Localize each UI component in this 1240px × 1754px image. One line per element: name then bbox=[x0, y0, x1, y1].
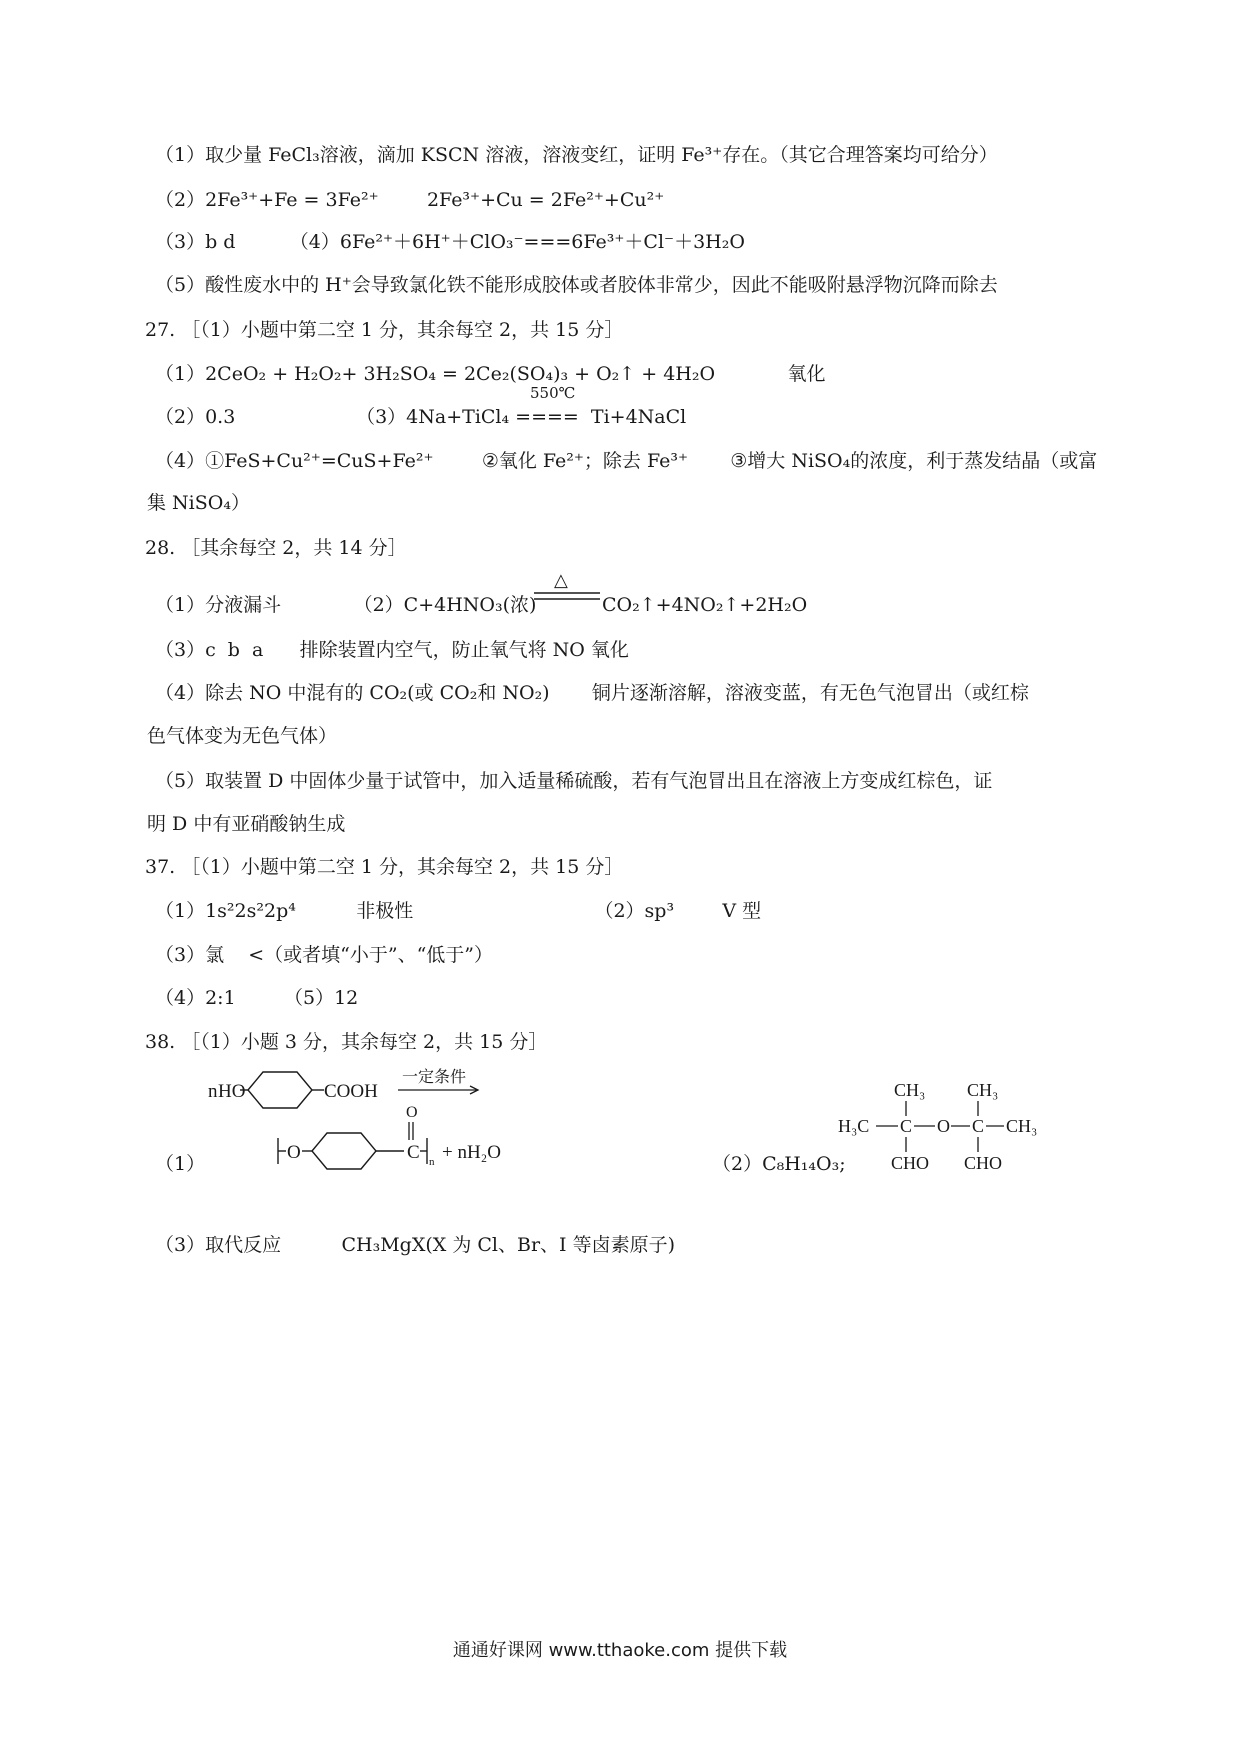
methyl-left: H₃C bbox=[838, 1116, 870, 1136]
equilibrium-arrow bbox=[532, 590, 602, 604]
q26-line-1: （1）取少量 FeCl₃溶液，滴加 KSCN 溶液，溶液变红，证明 Fe³⁺存在。（其它合理答案均可给分） bbox=[155, 144, 998, 166]
q37-line-4: （4）2:1 （5）12 bbox=[155, 987, 359, 1009]
q37-line-1: （1）1s²2s²2p⁴ 非极性 （2）sp³ V 型 bbox=[155, 900, 762, 922]
q26-line-5: （5）酸性废水中的 H⁺会导致氯化铁不能形成胶体或者胶体非常少，因此不能吸附悬浮物沉降而除去 bbox=[155, 274, 998, 296]
q38-part-2-formula: （2）C₈H₁₄O₃; bbox=[712, 1153, 846, 1175]
carbon-right: C bbox=[972, 1116, 985, 1136]
q26-line-2: （2）2Fe³⁺+Fe = 3Fe²⁺ 2Fe³⁺+Cu = 2Fe²⁺+Cu²⁺ bbox=[155, 189, 665, 211]
q38-line-3: （3）取代反应 CH₃MgX(X 为 Cl、Br、I 等卤素原子) bbox=[155, 1234, 675, 1256]
monomer-n: n bbox=[208, 1081, 218, 1102]
q28-header: 28. ［其余每空 2，共 14 分］ bbox=[145, 537, 407, 559]
q37-header: 37. ［（1）小题中第二空 1 分，其余每空 2，共 15 分］ bbox=[145, 856, 624, 878]
q28-line-5b: 明 D 中有亚硝酸钠生成 bbox=[147, 813, 346, 835]
q37-line-3: （3）氯 <（或者填“小于”、“低于”） bbox=[155, 944, 494, 966]
svg-text:O: O bbox=[287, 1142, 301, 1163]
q38-part-1-label: （1） bbox=[155, 1153, 206, 1175]
q28-line-1a: （1）分液漏斗 （2）C+4HNO₃(浓) bbox=[155, 594, 537, 616]
polymerization-equation bbox=[180, 1068, 560, 1198]
q38-header: 38. ［（1）小题 3 分，其余每空 2，共 15 分］ bbox=[145, 1031, 548, 1053]
q28-line-1b: CO₂↑+4NO₂↑+2H₂O bbox=[602, 594, 808, 616]
q28-line-4a: （4）除去 NO 中混有的 CO₂(或 CO₂和 NO₂) 铜片逐渐溶解，溶液变蓝，有无色气泡冒出（或红棕 bbox=[155, 682, 1029, 704]
q27-condition: 550℃ bbox=[530, 384, 576, 402]
carbonyl-c: C bbox=[407, 1142, 420, 1163]
q28-line-3: （3）c b a 排除装置内空气，防止氧气将 NO 氧化 bbox=[155, 639, 629, 661]
q27-line-4a: （4）①FeS+Cu²⁺=CuS+Fe²⁺ ②氧化 Fe²⁺；除去 Fe³⁺ ③增大 NiSO₄的浓度，利于蒸发结晶（或富 bbox=[155, 450, 1098, 472]
aldehyde-right: CHO bbox=[964, 1153, 1003, 1173]
q27-line-2: （2）0.3 （3）4Na+TiCl₄ ==== Ti+4NaCl bbox=[155, 406, 687, 428]
q27-header: 27. ［（1）小题中第二空 1 分，其余每空 2，共 15 分］ bbox=[145, 319, 624, 341]
methyl-top-right: CH₃ bbox=[967, 1080, 999, 1100]
aldehyde-left: CHO bbox=[891, 1153, 930, 1173]
ether-oxygen: O bbox=[937, 1116, 950, 1136]
reaction-condition: 一定条件 bbox=[402, 1069, 467, 1086]
carbonyl-o: O bbox=[406, 1104, 418, 1121]
carbon-left: C bbox=[900, 1116, 913, 1136]
methyl-top-left: CH₃ bbox=[894, 1080, 926, 1100]
monomer-cooh: COOH bbox=[324, 1081, 378, 1102]
water-product: + nH₂O bbox=[442, 1142, 502, 1163]
q27-line-4b: 集 NiSO₄） bbox=[147, 492, 250, 514]
q28-line-4b: 色气体变为无色气体） bbox=[147, 725, 338, 747]
methyl-right: CH₃ bbox=[1006, 1116, 1038, 1136]
polymer-subscript-n: n bbox=[429, 1156, 435, 1168]
monomer-ho: HO bbox=[218, 1081, 246, 1102]
heat-symbol: △ bbox=[554, 570, 568, 591]
q26-line-3: （3）b d （4）6Fe²⁺＋6H⁺＋ClO₃⁻===6Fe³⁺＋Cl⁻＋3H₂O bbox=[155, 231, 745, 253]
q27-line-1: （1）2CeO₂ + H₂O₂+ 3H₂SO₄ = 2Ce₂(SO₄)₃ + O₂↑ + 4H₂O 氧化 bbox=[155, 363, 826, 385]
q28-line-5a: （5）取装置 D 中固体少量于试管中，加入适量稀硫酸，若有气泡冒出且在溶液上方变成红棕色，证 bbox=[155, 770, 993, 792]
structural-formula bbox=[838, 1078, 1078, 1178]
page-footer: 通通好课网 www.tthaoke.com 提供下载 bbox=[452, 1640, 788, 1661]
